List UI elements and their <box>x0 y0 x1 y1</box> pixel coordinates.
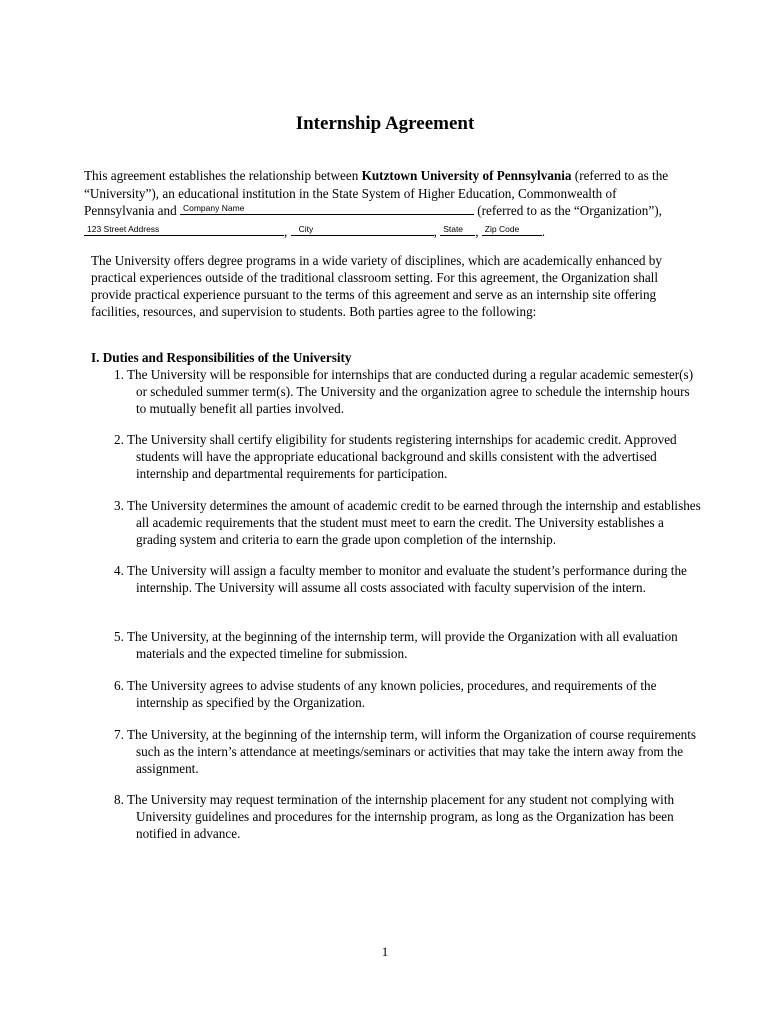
list-item: 6. The University agrees to advise students of any known policies, procedures, and requirements of the internship as specified by the Organization. <box>114 678 657 710</box>
list-item: 5. The University, at the beginning of the internship term, will provide the Organization with all evaluation materials and the expected timeline for submission. <box>114 629 678 661</box>
list-item: 4. The University will assign a faculty member to monitor and evaluate the student’s performance during the internship. The University will assume all costs associated with faculty supervision of the intern. <box>114 563 687 595</box>
section-1-heading: I. Duties and Responsibilities of the University <box>91 350 352 365</box>
street-address-field[interactable] <box>84 223 284 236</box>
list-item: 3. The University determines the amount of academic credit to be earned through the internship and establishes all academic requirements that the student must meet to earn the credit. The University establishes a grading system and criteria to earn the grade upon completion of the internship. <box>114 498 701 547</box>
list-item: 8. The University may request termination of the internship placement for any student not complying with University guidelines and procedures for the internship program, as long as the Organization has been notified in advance. <box>114 792 675 841</box>
intro-text-3: (referred to as the “Organization”), <box>473 203 662 218</box>
street-address-value: 123 Street Address <box>87 223 160 234</box>
state-value: State <box>443 223 464 234</box>
intro-paragraph <box>84 167 684 240</box>
zip-code-value: Zip Code <box>484 223 520 234</box>
city-field[interactable] <box>291 223 434 236</box>
programs-paragraph: The University offers degree programs in a wide variety of disciplines, which are academically enhanced by practical experiences outside of the traditional classroom setting. For this agreement, the Organization shall provide practical experience pursuant to the terms of this agreement and serve as an internship site offering facilities, resources, and supervision to students. Both parties agree to the following: <box>91 253 662 319</box>
intro-text-1: This agreement establishes the relationship between <box>84 168 362 183</box>
company-name-value: Company Name <box>182 203 245 213</box>
university-name: Kutztown University of Pennsylvania <box>361 168 572 183</box>
page-number: 1 <box>381 944 389 959</box>
list-item: 1. The University will be responsible for internships that are conducted during a regular academic semester(s) or scheduled summer term(s). The University and the organization agree to schedule the internship hours to mutually benefit all parties involved. <box>114 367 694 416</box>
city-value: City <box>298 223 314 234</box>
address-line: 123 Street Address , City , State , Zip Code . <box>84 223 684 241</box>
zip-code-field[interactable] <box>482 223 542 236</box>
state-field[interactable] <box>440 223 475 236</box>
intro-text-2: (referred to as the “University”), an educational institution in the State System of Higher Education, Commonwealth of Pennsylvania and <box>84 168 669 218</box>
company-name-field[interactable] <box>180 202 474 215</box>
list-item: 2. The University shall certify eligibility for students registering internships for academic credit. Approved students will have the appropriate educational background and skills consistent with the advertised internship and departmental requirements for participation. <box>114 432 677 481</box>
document-title: Internship Agreement <box>295 113 475 134</box>
list-item: 7. The University, at the beginning of the internship term, will inform the Organization of course requirements such as the intern’s attendance at meetings/seminars or activities that may take the intern away from the assignment. <box>114 727 697 776</box>
